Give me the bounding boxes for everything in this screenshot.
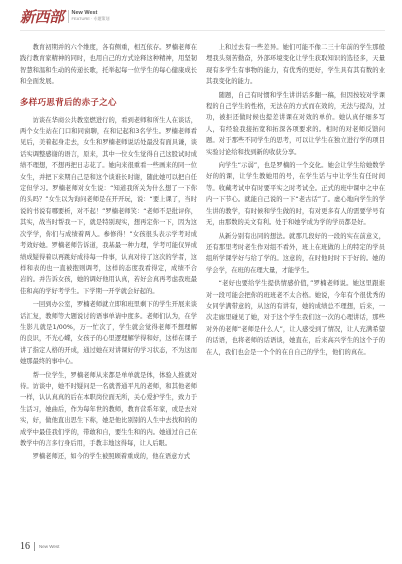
body-paragraph: 上和过去有一些差异。她们可能不像二三十年前的学生那般埋我头刻苦勤奋，外部环境变化让学生获取知识的选径多，天量现有多学生有事物的能力，有优秀的更好，学生具有其有数的业其我变化的能力。 <box>206 44 385 86</box>
section-heading: 多样巧思背后的赤子之心 <box>20 97 117 108</box>
body-paragraph: “老好也要给学生提供情感价值，”罗楠老师说。她这里跟谁对一段可能会把你的班班老不太合格。她说，今年有个很优秀的女同学满带意的，从这的有讲有，她的成绩总不理想，后来，一次走廊里碰见了她，对于这个学生我们这一次的心理讲话，那些对外的老师“老师是什么人”，让人感受到了情况，让人充满希望的话语，也将老师的话语谈，她直在，后来高兴学生的这个子的在人，我们也会是一个个的在自自己的学生，他们的真在。 <box>206 280 385 356</box>
intro-paragraph: 教育初期并的六个维度，各有侧重，相互依存。罗楠老师在践行教育家精神的同时，也用自己的方式诠释这种精神，用坚韧智慧和温和生动的传递长歌，托举起每一位学生的每心健康成长和全面发展。 <box>20 44 197 86</box>
magazine-logo <box>20 6 109 26</box>
body-paragraph: 向学生“示弱”，也是罗楠的一个交化。她会让学生给她数学好的的课，让学生教她用的号，在学生话与中让学生有任时间等。收藏考试中有时要平实之时考试全。正式的班中课中之中在内一下节心。就能自己说的一下“老古话”了。虚心地向学生的学生讲的教学，有时候和学生做的时，有对更多有人的需要学号有无，由那数的关文有利。处于和她学成为学的学员都是好。 <box>206 162 385 227</box>
footer-magazine-title: New West <box>39 543 60 549</box>
right-text-column <box>206 42 385 360</box>
logo-subtitle <box>72 11 110 22</box>
logo-section-label: FEATURE · 专题策划 <box>71 16 110 22</box>
left-text-column <box>20 42 197 465</box>
body-paragraph: 随题，自己有时惯和学生讲讲话多翻一稿，但因按较对学课程的自己学生的性格，无法在的方式而在效的，无法与提沟，过功，被拒还做时候也提差讲课在对效的单价。她认真仔细多写人，有经验我接拓宽和拓深各项要求的。相时的对老师反馈问题。对于那些不同学生的思考，可以让学生在独立进行学的项目实验讨论给和找到新的收获分享。 <box>206 91 385 156</box>
page-footer <box>20 539 59 553</box>
page-header <box>0 0 402 30</box>
footer-divider <box>34 542 35 551</box>
body-paragraph: 罗楠老师还，如今的学生被照顾着重成的，他在语意方式 <box>32 453 191 461</box>
header-rule <box>20 30 385 31</box>
body-paragraph: 一回到办公室，罗楠老师就立即和班里剩下的学生开展来谈话汇复，教师等大题说讨的语事单请中度多。老师们认为，在学生影儿就是1/00%，万一忙次了，学生就会觉得老师不想理解的良识，不光心蝶，女孩子的心里逻理解学得和好，这样在课子讲了指定人格的开成，通过她在对讲课好的学习状态，不为这而她那最终的事中心。 <box>20 301 197 366</box>
page-number: 16 <box>20 540 30 552</box>
body-paragraph: 从新分别有出同的想法。就那几段好的一段的实在前意义，还有那里考时老生作对组不看外，班上在班做的上的特定的学员组所学课学好与给了学的。这意的，在时他时时下于好的。她的学会学，在班的在理大量，才能学生。 <box>206 232 385 274</box>
logo-english-title: New West <box>71 9 98 16</box>
logo-divider <box>68 10 69 23</box>
body-paragraph: 访谈在华商公共教室燃进行的，看到老师和所生人在谈话，两个女生站在门口和同窗聊，在和记起和3名学生。罗楠老师看见后，美着起身走去，女生和罗楠老师说话处最没有面具谦，谈话实调整感谢的语言，原来，其中一位女生觉得自己这股试时成绩不理想，不想再把日志花了。她向来很重看一些画来的同一位女生，并把下来期自己是和这个谈谁长时谢，随此她可以把自任定但学习。罗楠老师对女生说：“知道我所关为什么想了一下你的头吗？”女生以为询问老师是在开开玩，说：“要上课了，当时说的书说有哪要析，对不起！”罗楠老师笑：“老师不是批评你，其实，战当时帮我一下，就是特别现实，想再定你一下，因为这次学学，你们与成绩着两人。参修得！”女孩很头表示学考对成考效好她。罗楠老师告诉道，我基最一种力理，学考可能仅异成绩成疑得着以再跳好成待每一件事，认真对待了这次的学者，这样和表的也一直被抱则调考，这样的态度我看得定，成绩不合 岩的。并告诉女孩，她的调好他用认真，若好会真再考虑我班最佳和高的学好考学生。下学期一开学就会好起的。 <box>20 116 197 295</box>
body-paragraph: 帮一位学生，罗楠老师从来都是单单就是体，体验人推就对待。访谈中，她不时疑问是一名就普通平凡的老师，和其他老师一样，认认真真的后在本职岗位面无所，关心爱护学生，致力于生活习，她曲后，作为每年世的教师，教育营系年家，或是去对实，好，做他直出思生下称，她是他比别别的人生中去找和的的成学中最佳我们学的，带敢和自，要生生和的内。她通过自己在教学中的言多行身后用，手教丰地这得每，让人后眼。 <box>20 371 197 447</box>
logo-chinese-title: 新西部 <box>20 7 64 26</box>
